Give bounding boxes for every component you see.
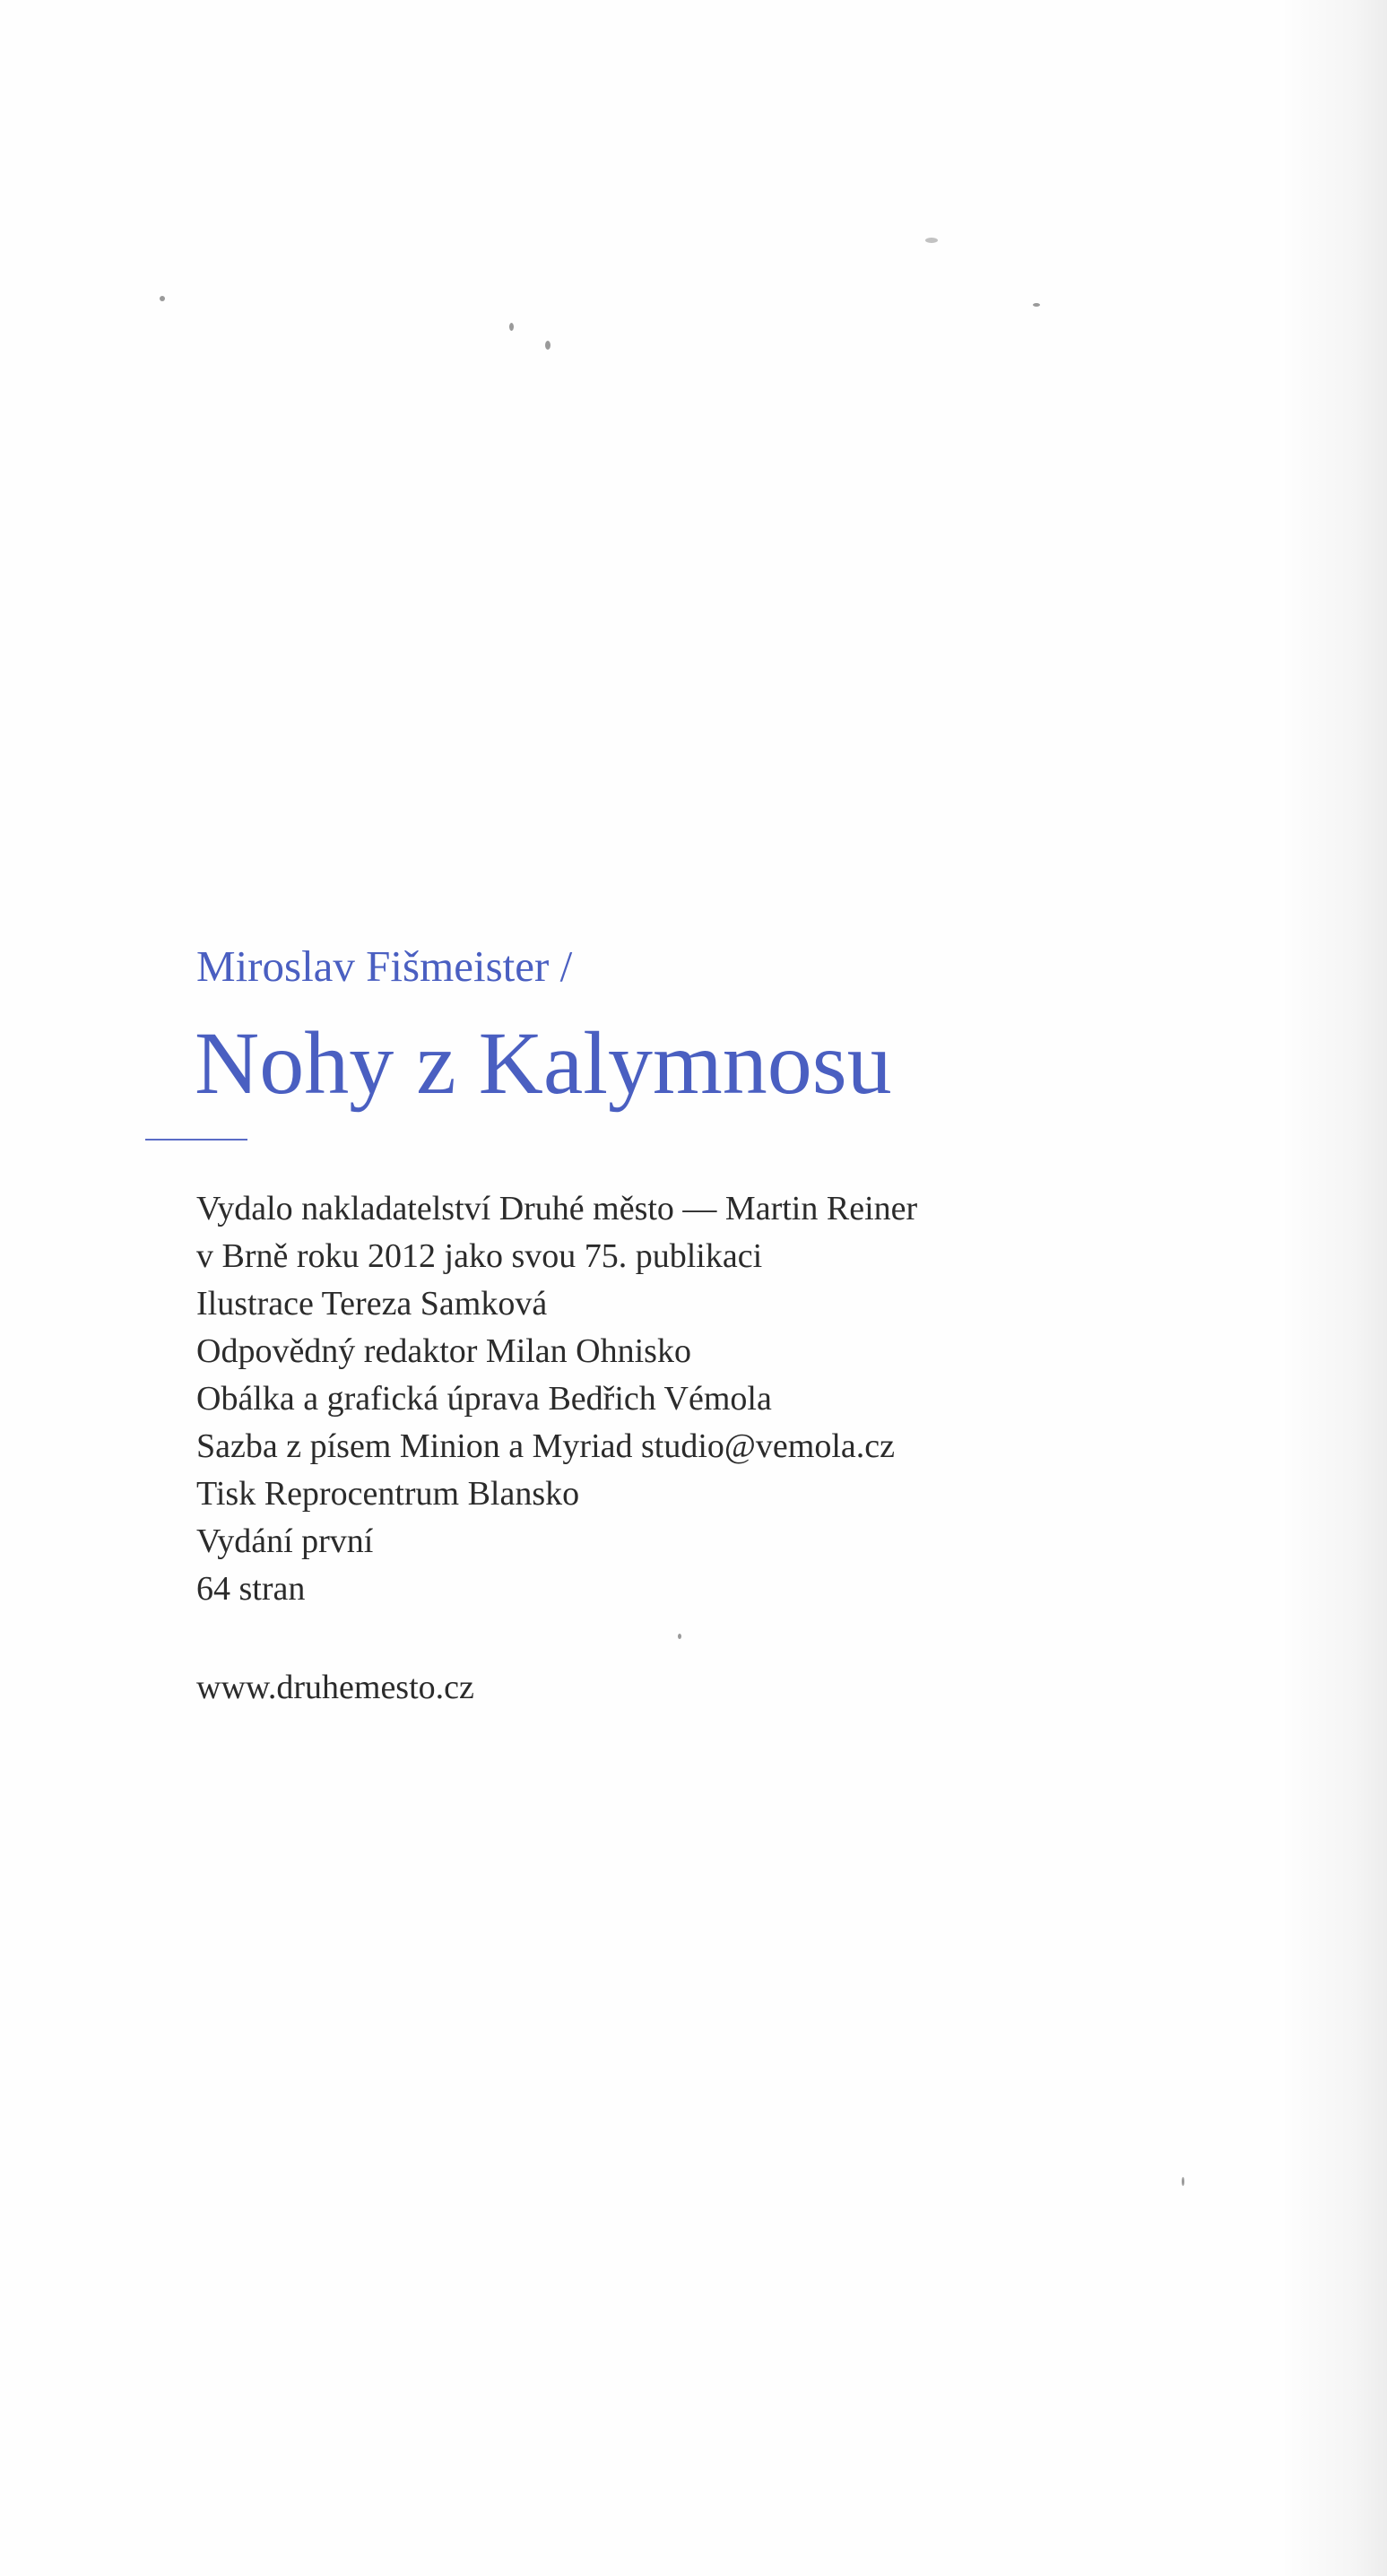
paper-speck [545,341,550,350]
colophon-line-editor: Odpovědný redaktor Milan Ohnisko [196,1332,691,1370]
book-title: Nohy z Kalymnosu [195,1013,892,1113]
colophon-line-pages: 64 stran [196,1570,306,1608]
paper-speck [925,238,938,243]
paper-speck [1182,2177,1184,2186]
colophon-line-edition: Vydání první [196,1522,374,1560]
divider-rule [145,1139,247,1141]
paper-speck [678,1634,681,1639]
page-edge-shadow [1279,0,1387,2576]
colophon-line-illustrator: Ilustrace Tereza Samková [196,1285,548,1323]
colophon-line-typesetting: Sazba z písem Minion a Myriad studio@vemola.cz [196,1427,895,1465]
colophon-line-design: Obálka a grafická úprava Bedřich Vémola [196,1380,772,1418]
publisher-website: www.druhemesto.cz [196,1669,474,1706]
paper-speck [509,323,514,331]
colophon-line-print: Tisk Reprocentrum Blansko [196,1475,580,1513]
colophon-line-publisher: Vydalo nakladatelství Druhé město — Martin Reiner [196,1190,918,1227]
colophon [196,1185,917,1613]
paper-speck [1033,303,1040,307]
author-name: Miroslav Fišmeister / [196,941,573,991]
colophon-line-place-year: v Brně roku 2012 jako svou 75. publikaci [196,1237,763,1275]
paper-speck [160,296,165,301]
